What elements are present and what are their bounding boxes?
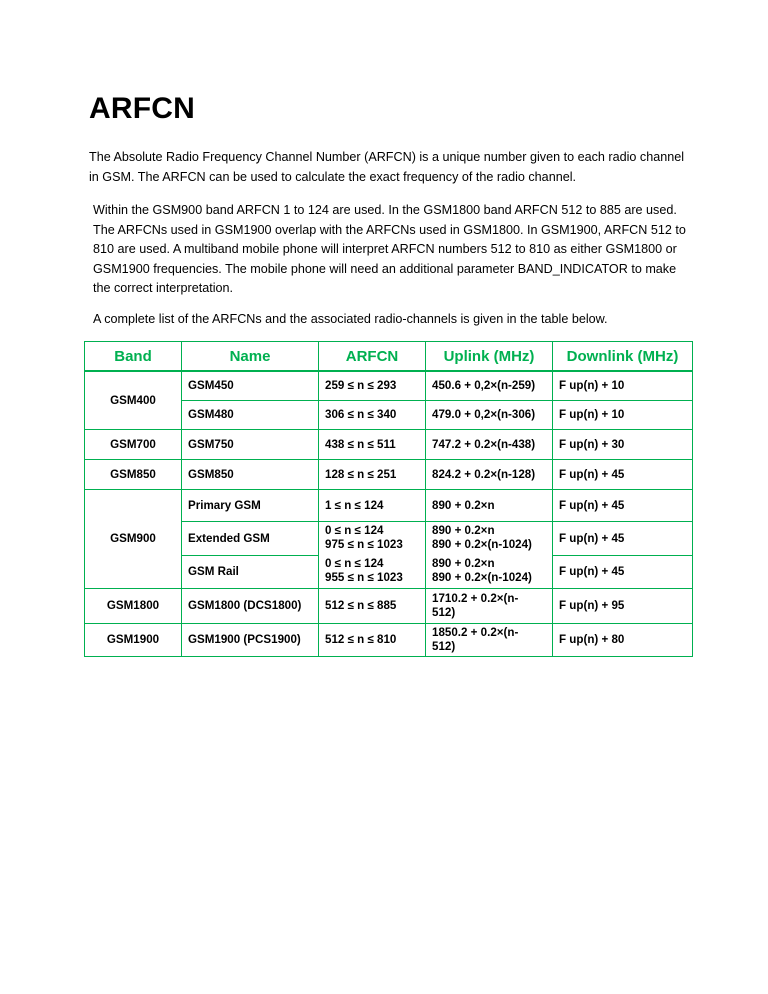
uplink-line: 890 + 0.2×n: [432, 524, 495, 538]
band-cell: GSM1800: [85, 588, 182, 623]
arfcn-table: [84, 341, 693, 657]
band-cell: GSM850: [85, 459, 182, 489]
header-name: Name: [182, 342, 319, 372]
arfcn-cell: 259 ≤ n ≤ 293: [319, 371, 426, 400]
band-cell: GSM700: [85, 429, 182, 459]
table-row: [85, 459, 693, 489]
table-row: [85, 623, 693, 656]
uplink-line: 890 + 0.2×(n-1024): [432, 571, 532, 585]
name-cell: GSM450: [182, 371, 319, 400]
uplink-cell: 890 + 0.2×n: [426, 489, 553, 521]
uplink-line: 1850.2 + 0.2×(n-: [432, 625, 519, 639]
arfcn-cell: [319, 521, 426, 555]
downlink-cell: F up(n) + 45: [553, 459, 693, 489]
band-cell: GSM1900: [85, 623, 182, 656]
downlink-cell: F up(n) + 45: [553, 555, 693, 588]
header-downlink: Downlink (MHz): [553, 342, 693, 372]
table-row: [85, 489, 693, 521]
uplink-line: 1710.2 + 0.2×(n-: [432, 591, 519, 605]
arfcn-cell: 1 ≤ n ≤ 124: [319, 489, 426, 521]
downlink-cell: F up(n) + 10: [553, 400, 693, 429]
uplink-cell: 479.0 + 0,2×(n-306): [426, 400, 553, 429]
name-cell: Primary GSM: [182, 489, 319, 521]
uplink-cell: [426, 555, 553, 588]
name-cell: GSM Rail: [182, 555, 319, 588]
header-band: Band: [85, 342, 182, 372]
header-uplink: Uplink (MHz): [426, 342, 553, 372]
arfcn-line: 0 ≤ n ≤ 124: [325, 557, 384, 571]
downlink-cell: F up(n) + 45: [553, 521, 693, 555]
downlink-cell: F up(n) + 10: [553, 371, 693, 400]
uplink-cell: 450.6 + 0,2×(n-259): [426, 371, 553, 400]
table-intro-paragraph: A complete list of the ARFCNs and the associated radio-channels is given in the table below.: [93, 312, 608, 326]
arfcn-cell: 512 ≤ n ≤ 810: [319, 623, 426, 656]
downlink-cell: F up(n) + 30: [553, 429, 693, 459]
uplink-cell: [426, 623, 553, 656]
name-cell: Extended GSM: [182, 521, 319, 555]
table-row: [85, 429, 693, 459]
name-cell: GSM1900 (PCS1900): [182, 623, 319, 656]
uplink-cell: 747.2 + 0.2×(n-438): [426, 429, 553, 459]
header-arfcn: ARFCN: [319, 342, 426, 372]
downlink-cell: F up(n) + 95: [553, 588, 693, 623]
table-row: [85, 371, 693, 400]
uplink-line: 890 + 0.2×n: [432, 557, 495, 571]
page-title: ARFCN: [89, 92, 195, 125]
arfcn-line: 955 ≤ n ≤ 1023: [325, 571, 403, 585]
intro-paragraph: The Absolute Radio Frequency Channel Number (ARFCN) is a unique number given to each radio channel in GSM. The ARFCN can be used to calculate the exact frequency of the radio channel.: [89, 150, 685, 184]
uplink-cell: [426, 588, 553, 623]
arfcn-line: 975 ≤ n ≤ 1023: [325, 538, 403, 552]
downlink-cell: F up(n) + 80: [553, 623, 693, 656]
uplink-cell: 824.2 + 0.2×(n-128): [426, 459, 553, 489]
band-cell: GSM900: [85, 489, 182, 588]
arfcn-cell: 306 ≤ n ≤ 340: [319, 400, 426, 429]
uplink-line: 890 + 0.2×(n-1024): [432, 538, 532, 552]
arfcn-cell: [319, 555, 426, 588]
uplink-line: 512): [432, 639, 456, 653]
table-row: [85, 588, 693, 623]
arfcn-cell: 438 ≤ n ≤ 511: [319, 429, 426, 459]
downlink-cell: F up(n) + 45: [553, 489, 693, 521]
arfcn-line: 0 ≤ n ≤ 124: [325, 524, 384, 538]
arfcn-cell: 128 ≤ n ≤ 251: [319, 459, 426, 489]
table-header-row: [85, 342, 693, 372]
band-cell: GSM400: [85, 371, 182, 429]
uplink-cell: [426, 521, 553, 555]
arfcn-cell: 512 ≤ n ≤ 885: [319, 588, 426, 623]
name-cell: GSM750: [182, 429, 319, 459]
name-cell: GSM1800 (DCS1800): [182, 588, 319, 623]
uplink-line: 512): [432, 605, 456, 619]
name-cell: GSM480: [182, 400, 319, 429]
band-usage-paragraph: Within the GSM900 band ARFCN 1 to 124 are used. In the GSM1800 band ARFCN 512 to 885 are used. The ARFCNs used in GSM1900 overlap with the ARFCNs used in GSM1800. In GSM1900, ARFCN 512 to 810 are used. A multiband mobile phone will interpret ARFCN numbers 512 to 810 as either GSM1800 or GSM1900 frequencies. The mobile phone will need an additional parameter BAND_INDICATOR to make the correct interpretation.: [93, 203, 686, 295]
name-cell: GSM850: [182, 459, 319, 489]
